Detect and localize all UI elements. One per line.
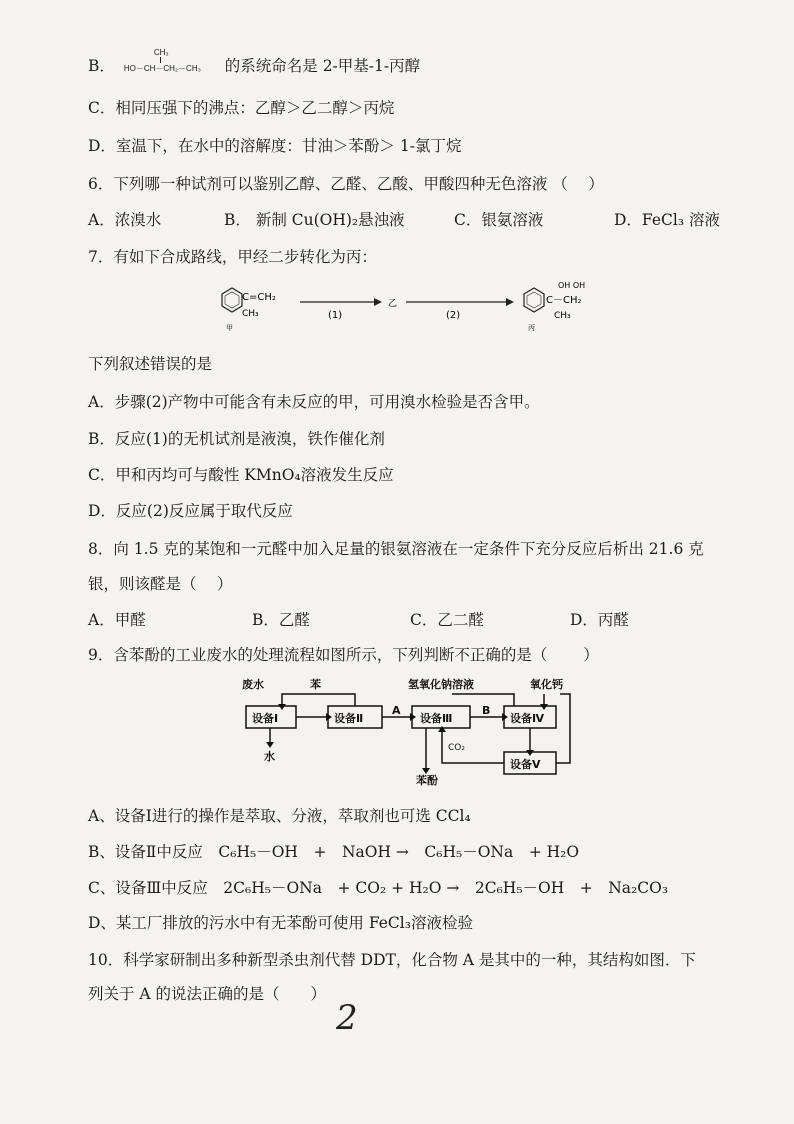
arrow-head bbox=[540, 704, 548, 710]
q7-stem: 7．有如下合成路线，甲经二步转化为丙： bbox=[88, 248, 377, 266]
q5-option-b-prefix: B． bbox=[88, 57, 115, 75]
q6-option-b: B． 新制 Cu(OH)₂悬浊液 bbox=[224, 211, 405, 229]
product-benzene-ring bbox=[524, 288, 544, 312]
product-hydroxyls: OH OH bbox=[558, 281, 586, 290]
q7-option-b: B．反应(1)的无机试剂是液溴，铁作催化剂 bbox=[88, 430, 385, 448]
q9-option-d: D、某工厂排放的污水中有无苯酚可使用 FeCl₃溶液检验 bbox=[88, 914, 473, 932]
flow-phenol-out: 苯酚 bbox=[416, 774, 438, 786]
product-methyl: CH₃ bbox=[554, 311, 571, 321]
q8-stem-line-2: 银，则该醛是（ ） bbox=[88, 575, 233, 593]
q9-option-a: A、设备Ⅰ进行的操作是萃取、分液，萃取剂也可选 CCl₄ bbox=[88, 807, 471, 825]
q8-option-a: A．甲醛 bbox=[88, 611, 146, 629]
q8-option-b: B．乙醛 bbox=[252, 611, 310, 629]
flow-water-out: 水 bbox=[264, 750, 275, 763]
q8-option-d: D．丙醛 bbox=[570, 611, 629, 629]
flow-co2: CO₂ bbox=[448, 743, 465, 753]
flow-waste-water: 废水 bbox=[242, 678, 264, 691]
reactant-name: 甲 bbox=[226, 324, 233, 332]
reactant-benzene-ring bbox=[222, 288, 242, 312]
flow-label-b: B bbox=[482, 704, 491, 717]
chain-label: HO－CH－CH₂－CH₃ bbox=[123, 64, 201, 73]
q7-synthesis-scheme bbox=[210, 278, 610, 342]
q10-stem-line-2: 列关于 A 的说法正确的是（ ） bbox=[88, 985, 327, 1003]
device-5-label: 设备Ⅴ bbox=[510, 758, 541, 771]
device-3-label: 设备Ⅲ bbox=[420, 712, 453, 725]
reactant-methyl: CH₃ bbox=[242, 309, 259, 319]
arrow-2-head bbox=[506, 298, 514, 306]
q8-option-c: C．乙二醛 bbox=[410, 611, 484, 629]
q7-option-a: A．步骤(2)产物中可能含有未反应的甲，可用溴水检验是否含甲。 bbox=[88, 393, 540, 411]
q6-option-c: C．银氨溶液 bbox=[454, 211, 544, 229]
q6-option-d: D．FeCl₃ 溶液 bbox=[614, 211, 720, 229]
q9-stem: 9．含苯酚的工业废水的处理流程如图所示，下列判断不正确的是（ ） bbox=[88, 646, 599, 664]
reactant-group: C=CH₂ bbox=[242, 292, 276, 303]
arrow-head bbox=[438, 726, 446, 732]
page-number: 2 bbox=[336, 998, 358, 1038]
device-4-label: 设备Ⅳ bbox=[510, 712, 545, 725]
arrow-head bbox=[278, 704, 286, 710]
q6-option-a: A．浓溴水 bbox=[88, 211, 162, 229]
step-2-label: (2) bbox=[446, 310, 461, 321]
step-1-label: (1) bbox=[328, 310, 343, 321]
q10-stem-line-1: 10．科学家研制出多种新型杀虫剂代替 DDT，化合物 A 是其中的一种，其结构如图．下 bbox=[88, 951, 696, 969]
methyl-label: CH₃ bbox=[153, 48, 169, 57]
arrow-head bbox=[266, 742, 274, 748]
flow-cao: 氧化钙 bbox=[530, 678, 563, 691]
arrow-1-head bbox=[374, 298, 382, 306]
q5-option-d: D．室温下，在水中的溶解度：甘油＞苯酚＞ 1-氯丁烷 bbox=[88, 137, 462, 155]
flow-naoh: 氢氧化钠溶液 bbox=[408, 678, 474, 691]
q6-stem: 6．下列哪一种试剂可以鉴别乙醇、乙醛、乙酸、甲酸四种无色溶液 （ ） bbox=[88, 175, 604, 193]
q7-option-c: C．甲和丙均可与酸性 KMnO₄溶液发生反应 bbox=[88, 466, 394, 484]
intermediate-label: 乙 bbox=[388, 299, 398, 309]
q5-option-b-text: 的系统命名是 2-甲基-1-丙醇 bbox=[224, 57, 421, 75]
q8-stem-line-1: 8．向 1.5 克的某饱和一元醛中加入足量的银氨溶液在一定条件下充分反应后析出 21.6 克 bbox=[88, 540, 704, 558]
q5-option-b bbox=[88, 48, 421, 76]
product-name: 丙 bbox=[528, 324, 535, 332]
q9-option-b: B、设备Ⅱ中反应 C₆H₅－OH + NaOH → C₆H₅－ONa + H₂O bbox=[88, 843, 580, 861]
arrow-head bbox=[526, 750, 534, 756]
q5-option-b-structure bbox=[120, 48, 220, 76]
product-group: C－CH₂ bbox=[546, 295, 582, 306]
q7-option-d: D．反应(2)反应属于取代反应 bbox=[88, 502, 293, 520]
q9-flow-diagram bbox=[230, 676, 590, 786]
flow-label-a: A bbox=[392, 704, 401, 717]
flow-benzene: 苯 bbox=[310, 678, 321, 691]
arrow-head bbox=[326, 713, 332, 721]
q9-option-c: C、设备Ⅲ中反应 2C₆H₅－ONa + CO₂ + H₂O → 2C₆H₅－OH + Na₂CO₃ bbox=[88, 879, 669, 897]
q5-option-c: C．相同压强下的沸点：乙醇＞乙二醇＞丙烷 bbox=[88, 99, 395, 117]
device-2-label: 设备Ⅱ bbox=[334, 712, 364, 725]
arrow-head bbox=[502, 713, 508, 721]
arrow-head bbox=[410, 713, 416, 721]
device-1-label: 设备Ⅰ bbox=[252, 712, 279, 725]
q7-lead: 下列叙述错误的是 bbox=[88, 355, 213, 373]
